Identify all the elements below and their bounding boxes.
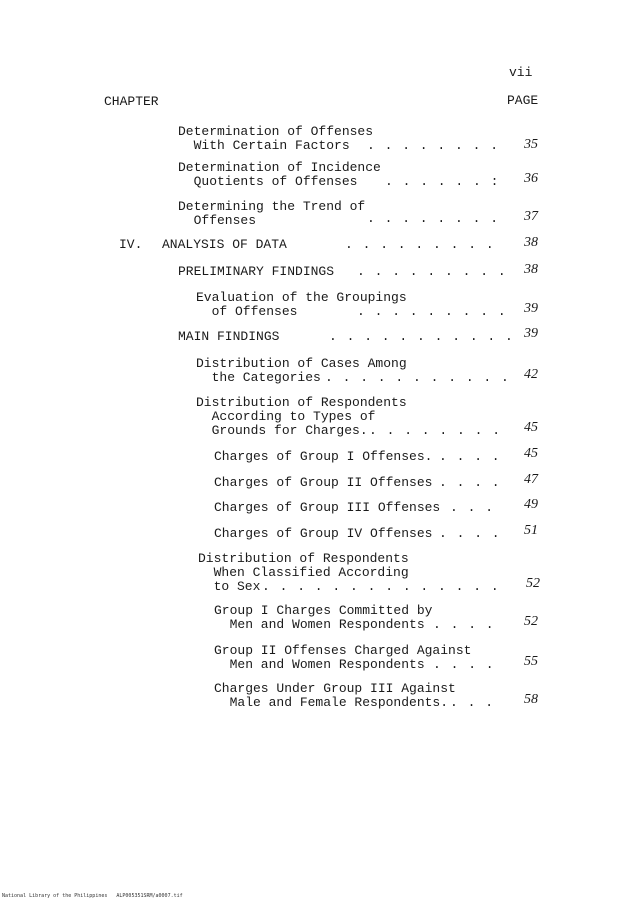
chapter-number: IV.	[119, 237, 143, 252]
toc-entry-title-line: to Sex	[198, 579, 261, 594]
toc-leader-dots: . . .	[450, 500, 495, 515]
toc-leader-dots: . . . . . . :	[385, 174, 500, 189]
toc-page-number: 51	[524, 523, 538, 538]
toc-page-number: 39	[524, 326, 538, 341]
toc-page-number: 58	[524, 692, 538, 707]
toc-page-number: 49	[524, 497, 538, 512]
toc-leader-dots: . . . . . . . . .	[345, 237, 495, 252]
toc-page-number: 45	[524, 420, 538, 435]
toc-page-number: 55	[524, 654, 538, 669]
toc-page-number: 45	[524, 446, 538, 461]
toc-leader-dots: . . . .	[439, 475, 501, 490]
toc-page-number: 38	[524, 235, 538, 250]
toc-entry-title-line: Quotients of Offenses	[178, 174, 358, 189]
toc-entry-title-line: Charges of Group III Offenses	[214, 500, 441, 515]
toc-entry-title-line: Evaluation of the Groupings	[196, 290, 407, 305]
toc-entry-title-line: Offenses	[178, 213, 257, 228]
toc-page-number: 52	[526, 576, 540, 591]
toc-entry-title-line: Distribution of Cases Among	[196, 356, 407, 371]
toc-leader-dots: . . .	[450, 695, 495, 710]
toc-entry-title-line: of Offenses	[196, 304, 298, 319]
toc-entry-title-line: When Classified According	[198, 565, 409, 580]
toc-leader-dots: . . . . . . . . .	[357, 304, 507, 319]
toc-leader-dots: . . . . . . . . . . .	[329, 329, 514, 344]
toc-entry-title-line: Distribution of Respondents	[196, 395, 407, 410]
toc-leader-dots: . . . . . . . .	[367, 211, 500, 226]
toc-page-number: 36	[524, 171, 538, 186]
toc-leader-dots: . . . .	[433, 657, 495, 672]
toc-entry-title-line: Determining the Trend of	[178, 199, 366, 214]
toc-leader-dots: . . . .	[439, 526, 501, 541]
toc-entry-title-line: Group I Charges Committed by	[214, 603, 433, 618]
toc-entry-title-line: Men and Women Respondents	[214, 617, 425, 632]
toc-entry-title-line: Charges of Group II Offenses	[214, 475, 433, 490]
toc-entry-title-line: Group II Offenses Charged Against	[214, 643, 472, 658]
page-column-label: PAGE	[507, 93, 539, 108]
roman-page-number: vii	[509, 65, 533, 80]
toc-entry-title-line: ANALYSIS OF DATA	[162, 237, 287, 252]
toc-entry-title-line: the Categories	[196, 370, 321, 385]
toc-entry-title-line: With Certain Factors	[178, 138, 350, 153]
toc-leader-dots: . . . . . . . . .	[357, 264, 507, 279]
toc-page-number: 42	[524, 367, 538, 382]
toc-entry-title-line: Charges of Group I Offenses.	[214, 449, 433, 464]
toc-entry-title-line: Charges of Group IV Offenses	[214, 526, 433, 541]
toc-leader-dots: . . . .	[433, 617, 495, 632]
toc-entry-title-line: Male and Female Respondents.	[214, 695, 449, 710]
toc-entry-title-line: Grounds for Charges.	[196, 423, 368, 438]
toc-leader-dots: . . . . . . . .	[369, 423, 502, 438]
toc-page-number: 52	[524, 614, 538, 629]
toc-page-number: 39	[524, 301, 538, 316]
toc-entry-title-line: According to Types of	[196, 409, 376, 424]
toc-entry-title-line: PRELIMINARY FINDINGS	[178, 264, 335, 279]
toc-page-number: 37	[524, 209, 538, 224]
toc-leader-dots: . . . .	[439, 449, 501, 464]
toc-entry-title-line: Men and Women Respondents	[214, 657, 425, 672]
toc-page-number: 47	[524, 472, 538, 487]
scan-source-footer: National Library of the Philippines ALP005351SRM/a0007.tif	[2, 893, 183, 899]
toc-entry-title-line: Charges Under Group III Against	[214, 681, 456, 696]
toc-entry-title-line: Determination of Incidence	[178, 160, 381, 175]
toc-leader-dots: . . . . . . . .	[367, 138, 500, 153]
toc-leader-dots: . . . . . . . . . . . . . .	[262, 579, 500, 594]
toc-page-number: 38	[524, 262, 538, 277]
toc-page-number: 35	[524, 137, 538, 152]
toc-entry-title-line: Determination of Offenses	[178, 124, 374, 139]
toc-entry-title-line: Distribution of Respondents	[198, 551, 409, 566]
toc-leader-dots: . . . . . . . . . . .	[325, 370, 510, 385]
chapter-column-label: CHAPTER	[104, 94, 159, 109]
toc-entry-title-line: MAIN FINDINGS	[178, 329, 280, 344]
